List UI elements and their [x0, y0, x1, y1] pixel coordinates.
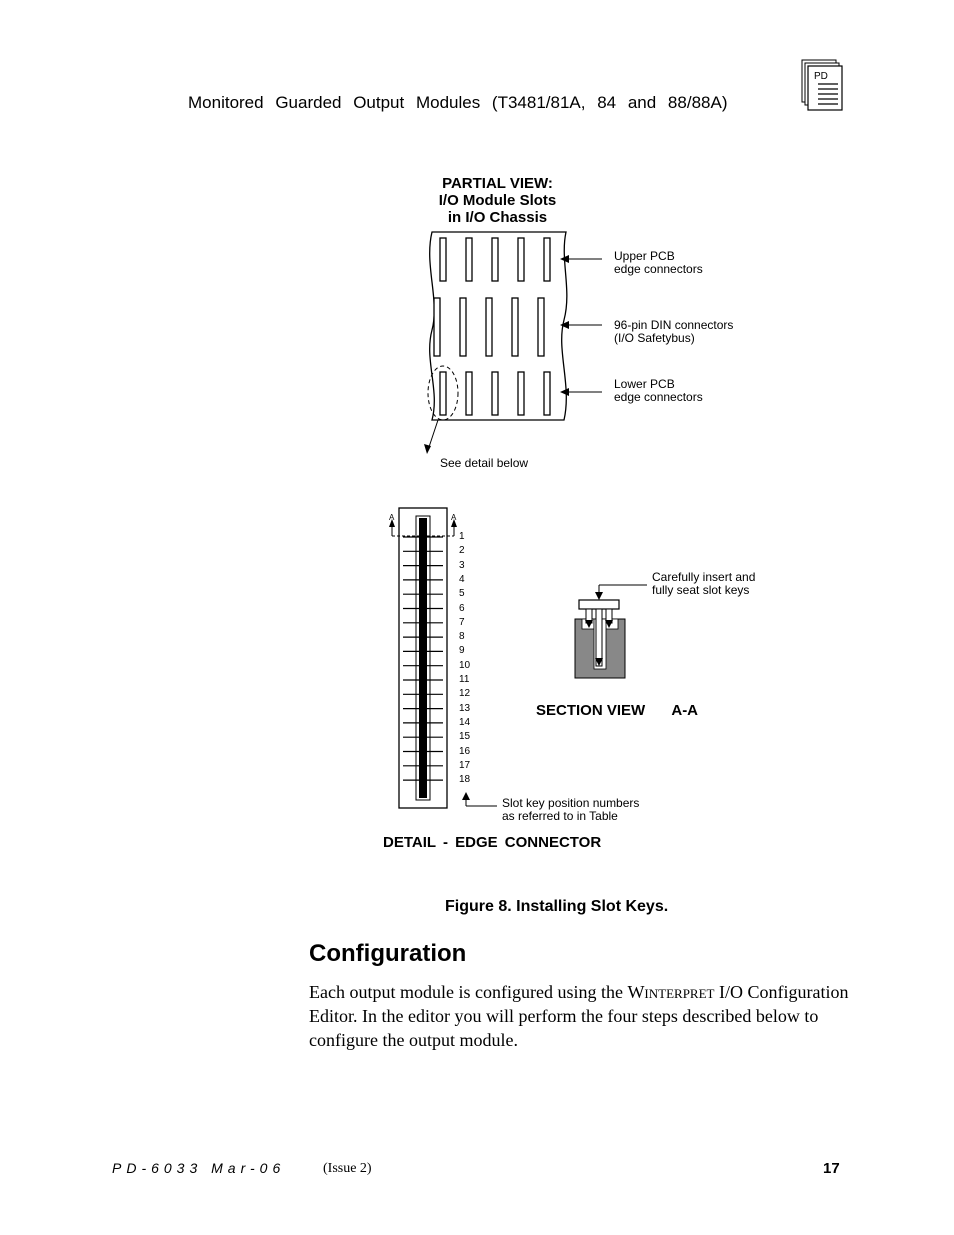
slot-key-number: 9 [459, 645, 465, 657]
section-view-title [536, 702, 698, 719]
slot-key-number: 10 [459, 659, 471, 671]
din-connectors-label-line2: (I/O Safetybus) [614, 331, 695, 345]
slot-key-position-label-line2: as referred to in Table [502, 809, 618, 823]
figure-caption: Figure 8. Installing Slot Keys. [445, 898, 669, 915]
slot-key-number: 16 [459, 745, 471, 757]
lower-callout-arrow [560, 388, 602, 396]
lower-pcb-label-line2: edge connectors [614, 390, 703, 404]
din-connectors-label [614, 319, 733, 345]
lower-pcb-label-line1: Lower PCB [614, 377, 675, 391]
configuration-paragraph [309, 980, 849, 1052]
lower-pcb-label [614, 378, 703, 404]
slot-key-number: 6 [459, 602, 465, 614]
footer-page-number: 17 [823, 1160, 840, 1177]
section-view-title-text: SECTION VIEW [536, 702, 646, 719]
see-detail-label: See detail below [440, 456, 529, 470]
section-marker-left: A [389, 513, 395, 522]
slot-key-position-label-line1: Slot key position numbers [502, 796, 640, 810]
footer-issue: (Issue 2) [323, 1161, 372, 1176]
detail-edge-connector-title: DETAIL - EDGE CONNECTOR [383, 834, 602, 851]
slot-key-number: 4 [459, 573, 465, 585]
upper-pcb-label-line1: Upper PCB [614, 249, 675, 263]
slot-key-number: 8 [459, 631, 465, 643]
slot-key-number: 3 [459, 559, 465, 571]
slot-key-number: 17 [459, 759, 471, 771]
winterpret-product-name: Winterpret [627, 982, 715, 1002]
slot-key-number: 5 [459, 588, 465, 600]
slot-key-number: 15 [459, 731, 471, 743]
slot-key-number: 1 [459, 531, 465, 542]
partial-view-title-line1: PARTIAL VIEW: [442, 175, 553, 192]
slot-key-number: 13 [459, 702, 471, 714]
section-marker-right: A [451, 513, 457, 522]
configuration-paragraph-part1: Each output module is configured using the [309, 982, 628, 1002]
upper-pcb-label-line2: edge connectors [614, 262, 703, 276]
footer-doc-id: PD-6033 Mar-06 [112, 1160, 286, 1176]
upper-pcb-label [614, 250, 703, 276]
upper-callout-arrow [560, 255, 602, 263]
page-header-title: Monitored Guarded Output Modules (T3481/81A, 84 and 88/88A) [188, 93, 728, 112]
din-connectors-label-line1: 96-pin DIN connectors [614, 318, 734, 332]
configuration-paragraph-part2: I/O Configuration Editor. In the editor you will perform the four steps described below to configure the output module. [309, 982, 849, 1050]
edge-connector-detail [389, 508, 497, 808]
insert-keys-label-line2: fully seat slot keys [652, 583, 750, 597]
din-callout-arrow [560, 321, 602, 329]
partial-view-title-line2: I/O Module Slots [438, 192, 557, 209]
slot-key-number: 7 [459, 616, 465, 628]
slot-key-number: 2 [459, 545, 465, 557]
insert-keys-label [652, 571, 755, 597]
slot-key-number: 18 [459, 774, 471, 786]
slot-key-number: 11 [459, 674, 470, 685]
slot-key-number: 12 [459, 688, 471, 700]
section-heading-configuration: Configuration [309, 940, 467, 967]
section-view-id: A-A [671, 702, 699, 719]
partial-view-title-line3: in I/O Chassis [447, 209, 548, 226]
slot-key-position-label [502, 797, 639, 823]
pd-icon-label: PD [814, 71, 828, 82]
section-view-drawing [575, 585, 647, 678]
slot-key-number: 14 [459, 716, 471, 728]
insert-keys-label-line1: Carefully insert and [652, 570, 756, 584]
